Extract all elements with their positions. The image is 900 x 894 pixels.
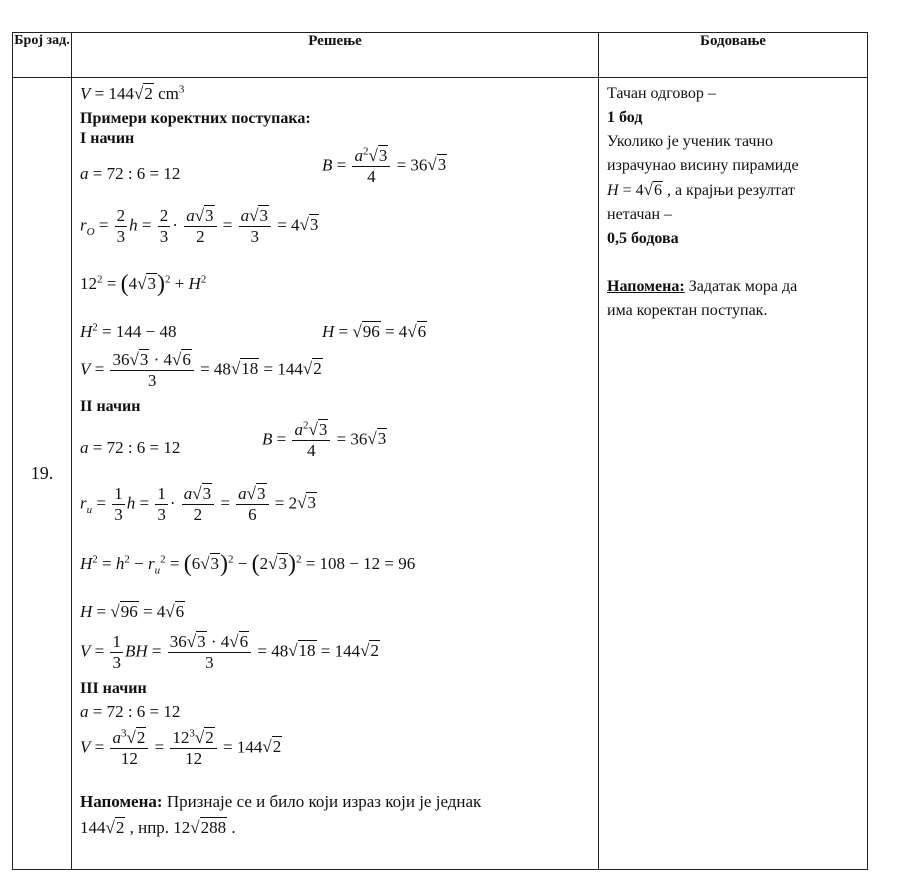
- solution-cell: [72, 78, 599, 870]
- table-header-row: [13, 33, 868, 78]
- m2-line-a: a = 72 : 6 = 12: [80, 438, 181, 457]
- m2-line-ru: $r_u$ = $\frac{1}{3}$ h = $\frac{1}{3}$ · $\frac{a√3}{2}$ = $\frac{a√3}{6}$ = 2√3: [80, 484, 316, 524]
- m2-line-H2: $H^2 = h^2 - r_u^2 = (6√3)^2 - (2√3)^2 = 108 - 12 = 96$: [80, 551, 416, 577]
- m2-line-V: V = $\frac{1}{3}$ BH = $\frac{36√3 \cdot 4√6}{3}$ = 48√18 = 144√2: [80, 632, 379, 672]
- points-line-1: Тачан одговор –: [607, 85, 716, 102]
- m2-line-B: B = $\frac{a^2√3}{4}$ = 36√3: [262, 419, 387, 460]
- m1-line-pythagoras: $12^2 = (4√3)^2 + H^2$: [80, 271, 207, 297]
- method1-heading: I начин: [80, 130, 135, 147]
- m1-line-a: a = 72 : 6 = 12: [80, 164, 181, 183]
- examples-heading: Примери коректних поступака:: [80, 110, 311, 127]
- m1-line-V: V = $\frac{36√3 \cdot 4√6}{3}$ = 48√18 = 144√2: [80, 350, 322, 390]
- points-note-text: Задатак мора да: [688, 278, 798, 295]
- solution-note-label: Напомена:: [80, 792, 163, 811]
- method3-heading: III начин: [80, 680, 147, 697]
- points-line-7: 0,5 бодова: [607, 230, 679, 247]
- points-cell: [599, 78, 868, 870]
- points-note: [607, 275, 859, 299]
- header-solution: Решење: [72, 33, 599, 78]
- m1-line-H: H = √96 = 4√6: [322, 322, 427, 341]
- result-line: V = 144√2 $cm^3$: [80, 83, 185, 103]
- points-line-6: нетачан –: [607, 206, 673, 223]
- header-points: Бодовање: [599, 33, 868, 78]
- points-line-5: H = 4√6 , а крајњи резултат: [607, 180, 795, 199]
- task-number: 19.: [13, 78, 72, 870]
- m3-line-V: V = $\frac{a^3√2}{12}$ = $\frac{12^3√2}{12}$ = 144√2: [80, 727, 282, 768]
- points-line-3: Уколико је ученик тачно: [607, 133, 774, 150]
- solution-note-text: Признаје се и било који израз који је једнак: [166, 792, 482, 811]
- m1-line-H2: $H^2 = 144 - 48$: [80, 321, 177, 341]
- scoring-table: [12, 32, 868, 870]
- header-task-number: Број зад.: [13, 33, 72, 78]
- method2-heading: II начин: [80, 398, 141, 415]
- m3-line-a: a = 72 : 6 = 12: [80, 702, 181, 721]
- task-row: [13, 78, 868, 870]
- m2-line-H: H = √96 = 4√6: [80, 602, 185, 621]
- points-line-4: израчунао висину пирамиде: [607, 157, 799, 174]
- m1-line-ro: $r_O$ = $\frac{2}{3}$ h = $\frac{2}{3}$ · $\frac{a√3}{2}$ = $\frac{a√3}{3}$ = 4√3: [80, 206, 319, 246]
- points-line-2: 1 бод: [607, 109, 643, 126]
- solution-note: [80, 792, 481, 812]
- points-note-line2: има коректан поступак.: [607, 302, 768, 319]
- points-note-label: Напомена:: [607, 278, 685, 295]
- m1-line-B: B = $\frac{a^2√3}{4}$ = 36√3: [322, 145, 447, 186]
- solution-note-line2: 144√2 , нпр. 12√288 .: [80, 818, 236, 837]
